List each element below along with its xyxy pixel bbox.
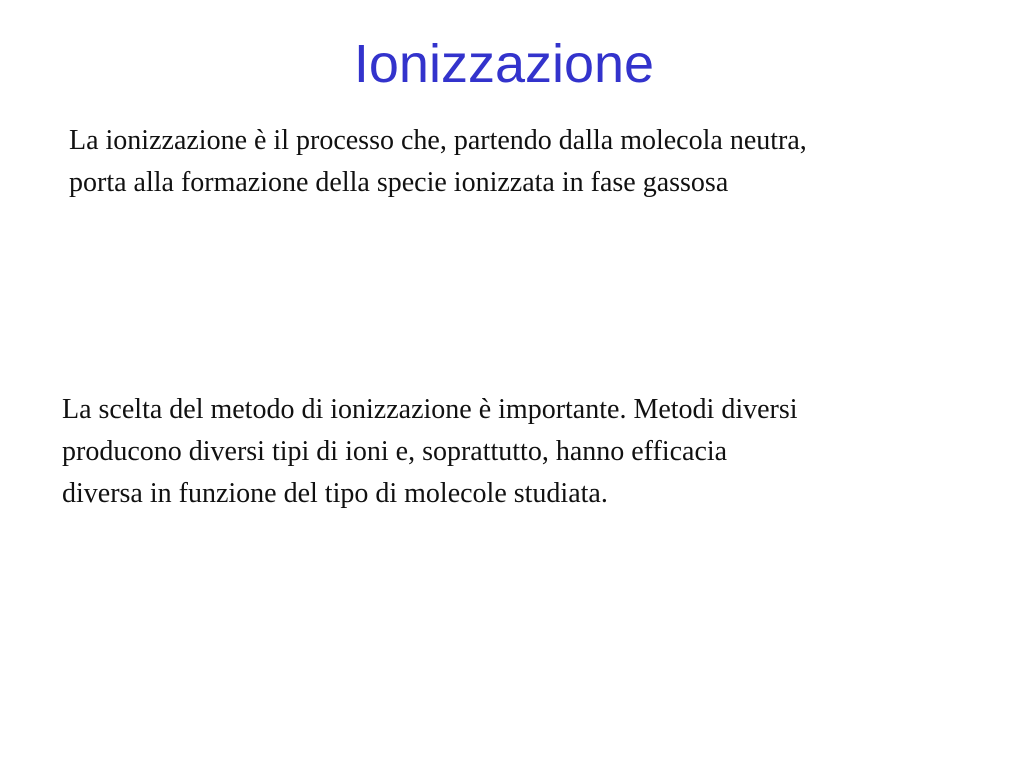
method-choice-line: producono diversi tipi di ioni e, soprattutto, hanno efficacia	[62, 436, 728, 467]
method-choice-line: diversa in funzione del tipo di molecole studiata.	[62, 478, 608, 509]
slide-title: Ionizzazione	[353, 34, 655, 94]
method-choice-paragraph	[62, 389, 798, 515]
definition-line: La ionizzazione è il processo che, partendo dalla molecola neutra,	[69, 125, 807, 156]
method-choice-line: La scelta del metodo di ionizzazione è importante. Metodi diversi	[62, 394, 798, 425]
definition-paragraph	[69, 120, 807, 204]
definition-line: porta alla formazione della specie ionizzata in fase gassosa	[69, 167, 729, 198]
